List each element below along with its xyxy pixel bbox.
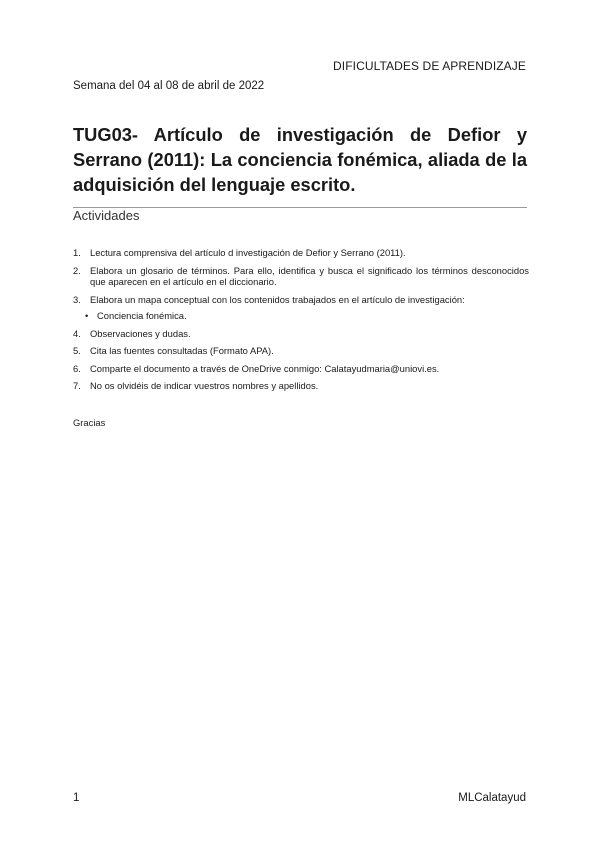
- item-number: 6.: [73, 362, 81, 374]
- item-text: Elabora un glosario de términos. Para ello, identifica y busca el significado los términos desconocidos que aparecen en el artículo en el diccionario.: [90, 264, 529, 287]
- list-item: [73, 380, 529, 392]
- item-number: 3.: [73, 293, 81, 305]
- week-label: Semana del 04 al 08 de abril de 2022: [73, 80, 265, 92]
- item-number: 4.: [73, 327, 81, 339]
- closing-text: Gracias: [73, 417, 106, 428]
- item-number: 7.: [73, 380, 81, 391]
- list-item: [73, 328, 529, 340]
- item-number: 2.: [73, 264, 81, 276]
- item-text: Observaciones y dudas.: [90, 327, 191, 339]
- item-text: Conciencia fonémica.: [97, 310, 187, 321]
- section-heading: Actividades: [73, 208, 140, 223]
- bullet-icon: •: [85, 310, 89, 321]
- list-item: [73, 265, 529, 288]
- course-header: DIFICULTADES DE APRENDIZAJE: [333, 59, 526, 73]
- footer-author: MLCalatayud: [458, 792, 526, 804]
- section-divider: [73, 207, 527, 208]
- item-number: 1.: [73, 247, 81, 258]
- list-item: [73, 363, 529, 375]
- list-item: [73, 294, 529, 306]
- item-text: No os olvidéis de indicar vuestros nombres y apellidos.: [90, 380, 319, 391]
- list-item: [73, 247, 529, 259]
- item-text: Comparte el documento a través de OneDrive conmigo: Calatayudmaria@uniovi.es.: [90, 362, 440, 374]
- page-number: 1: [73, 792, 80, 804]
- document-title: TUG03- Artículo de investigación de Defior y Serrano (2011): La conciencia fonémica, aliada de la adquisición del lenguaje escrito.: [73, 124, 527, 195]
- item-number: 5.: [73, 345, 81, 356]
- item-text: Cita las fuentes consultadas (Formato APA).: [90, 345, 274, 356]
- item-text: Lectura comprensiva del artículo d investigación de Defior y Serrano (2011).: [90, 247, 406, 258]
- list-subitem: [73, 310, 529, 322]
- item-text: Elabora un mapa conceptual con los contenidos trabajados en el artículo de investigación:: [90, 293, 465, 305]
- activity-list: [73, 247, 529, 398]
- list-item: [73, 345, 529, 357]
